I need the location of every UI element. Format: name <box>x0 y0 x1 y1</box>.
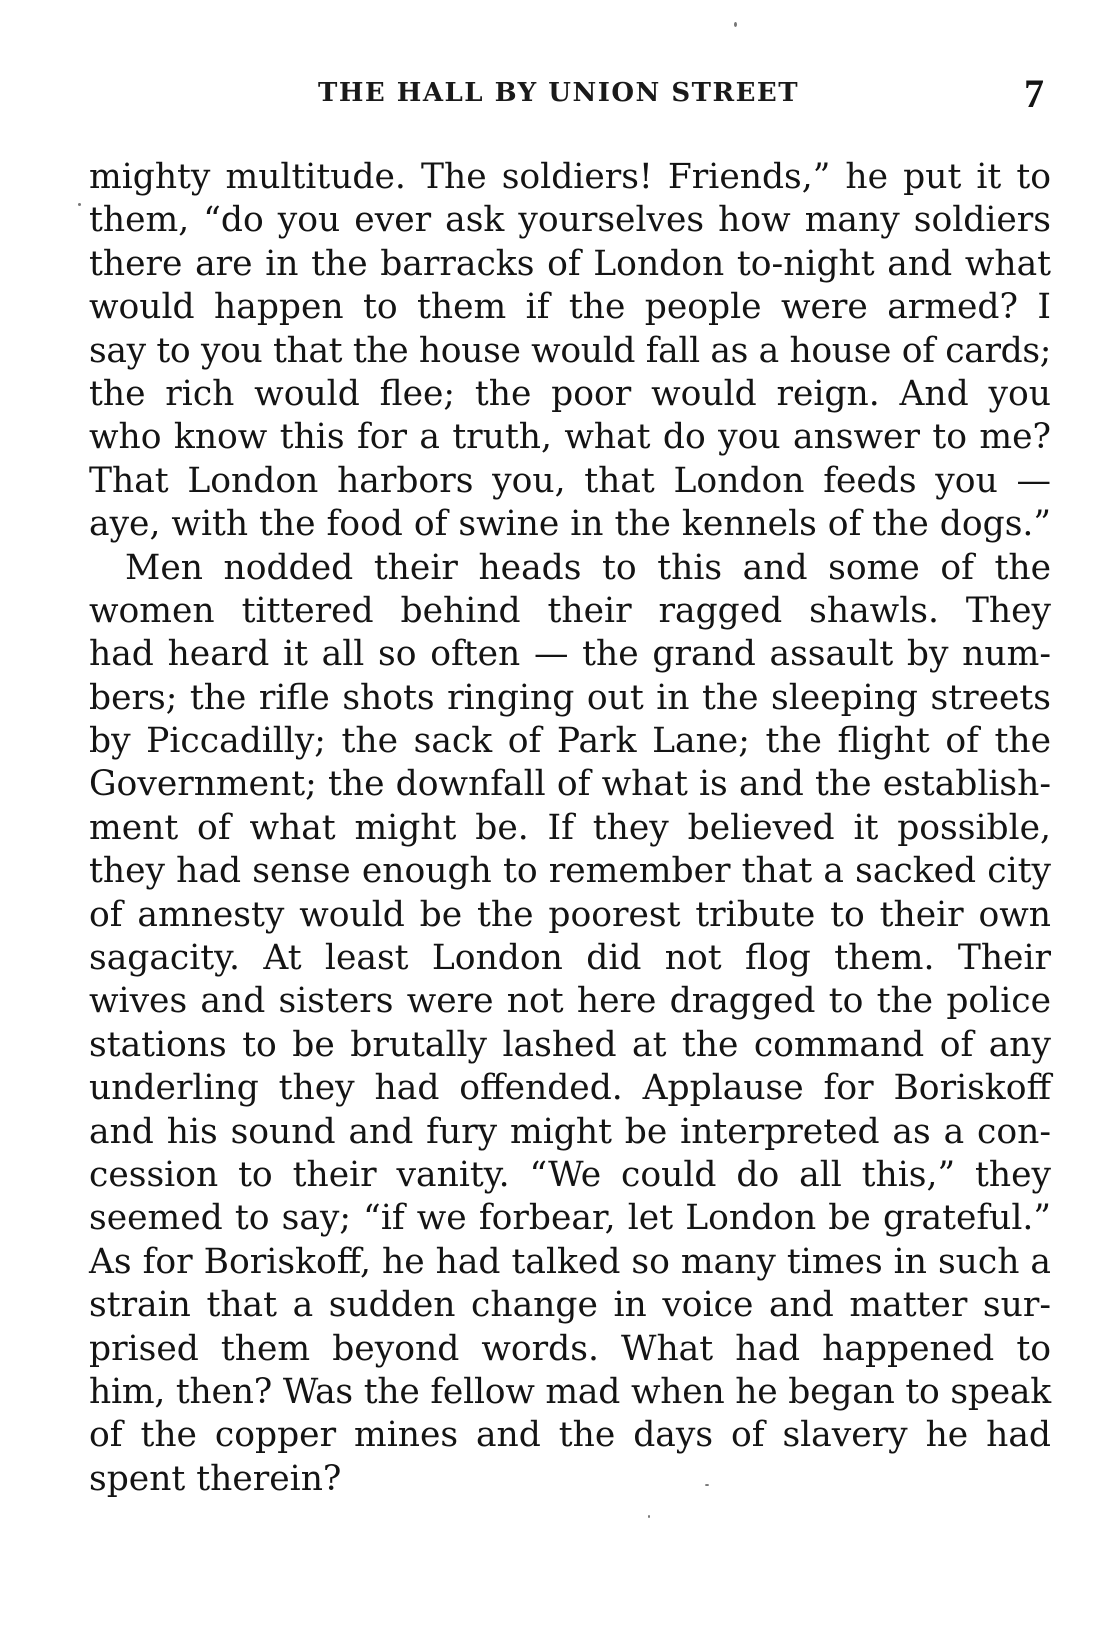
text-line: who know this for a truth, what do you answer to me? <box>89 417 1051 458</box>
text-line: of amnesty would be the poorest tribute to their own <box>89 894 1051 935</box>
text-line: sagacity. At least London did not flog them. Their <box>89 938 1051 979</box>
text-line: That London harbors you, that London feeds you — <box>89 460 1051 501</box>
text-line: they had sense enough to remember that a sacked city <box>89 851 1051 892</box>
text-line: bers; the rifle shots ringing out in the sleeping streets <box>89 677 1051 718</box>
text-line: mighty multitude. The soldiers! Friends,” he put it to <box>89 157 1051 197</box>
text-line: stations to be brutally lashed at the command of any <box>89 1024 1051 1065</box>
text-line-last: spent therein? <box>89 1458 342 1499</box>
text-line: wives and sisters were not here dragged to the police <box>89 981 1051 1022</box>
text-line: As for Boriskoff, he had talked so many times in such a <box>89 1241 1051 1282</box>
paragraph-first-line: Men nodded their heads to this and some of the <box>125 547 1051 588</box>
running-head: THE HALL BY UNION STREET <box>318 78 800 108</box>
text-line: of the copper mines and the days of slavery he had <box>89 1415 1051 1456</box>
text-line: strain that a sudden change in voice and matter sur- <box>89 1285 1051 1326</box>
text-line: seemed to say; “if we forbear, let London be grateful.” <box>89 1198 1051 1239</box>
scan-speck <box>648 1515 650 1518</box>
scan-speck <box>78 203 81 206</box>
text-line: say to you that the house would fall as a house of cards; <box>89 330 1052 371</box>
text-line: by Piccadilly; the sack of Park Lane; the flight of the <box>89 721 1051 762</box>
text-line: prised them beyond words. What had happened to <box>89 1328 1051 1369</box>
text-line: had heard it all so often — the grand assault by num- <box>89 634 1051 675</box>
text-line: ment of what might be. If they believed it possible, <box>89 807 1051 848</box>
body-text <box>89 156 1051 1501</box>
page-number: 7 <box>1024 71 1044 116</box>
text-line: would happen to them if the people were armed? I <box>89 287 1051 328</box>
text-line: aye, with the food of swine in the kennels of the dogs.” <box>89 504 1052 545</box>
text-line: underling they had offended. Applause for Boriskoff <box>89 1068 1051 1109</box>
scan-speck <box>734 22 737 27</box>
text-line: Government; the downfall of what is and the establish- <box>89 764 1051 805</box>
text-line: women tittered behind their ragged shawls. They <box>89 590 1051 631</box>
text-line: there are in the barracks of London to-night and what <box>89 243 1051 284</box>
text-line: them, “do you ever ask yourselves how many soldiers <box>89 200 1051 241</box>
text-line: the rich would flee; the poor would reign. And you <box>89 373 1051 414</box>
text-line: him, then? Was the fellow mad when he began to speak <box>89 1371 1051 1412</box>
text-line: cession to their vanity. “We could do all this,” they <box>89 1154 1051 1195</box>
scan-speck <box>705 1484 709 1486</box>
text-line: and his sound and fury might be interpreted as a con- <box>89 1111 1051 1152</box>
